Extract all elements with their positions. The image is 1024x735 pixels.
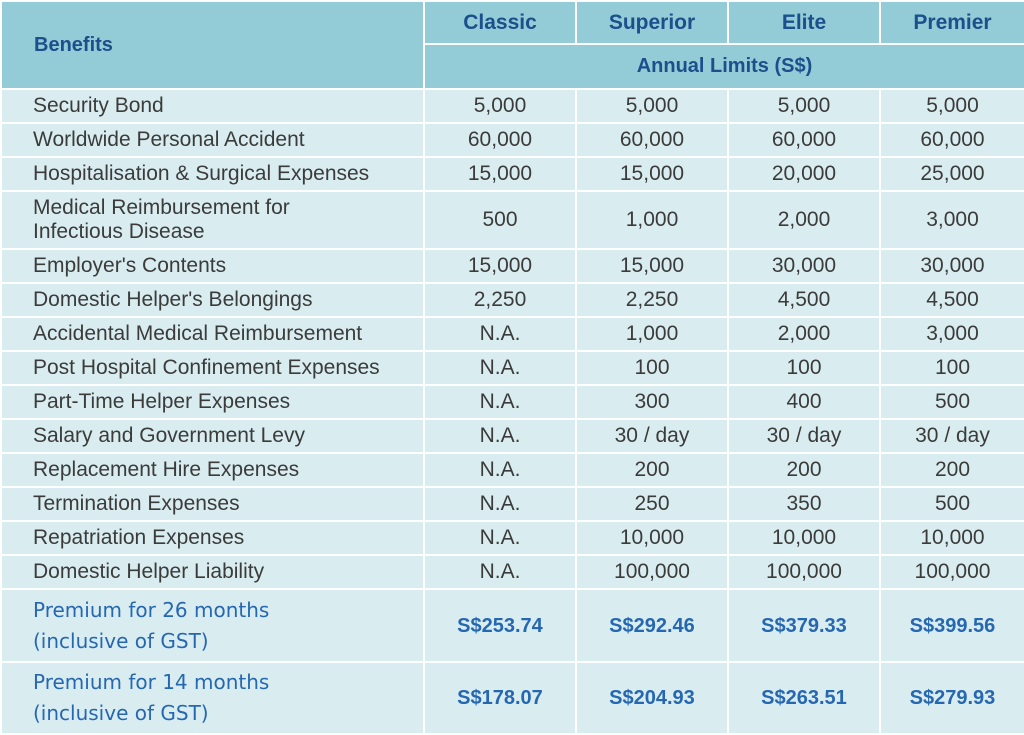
value-cell: 200 xyxy=(728,453,880,487)
value-cell: 30,000 xyxy=(880,249,1024,283)
value-cell: 5,000 xyxy=(880,89,1024,123)
value-cell: 200 xyxy=(576,453,728,487)
table-row xyxy=(1,521,1024,555)
premium-label-line2: (inclusive of GST) xyxy=(33,701,209,725)
benefit-label: Repatriation Expenses xyxy=(1,521,424,555)
value-cell: N.A. xyxy=(424,453,576,487)
premium-cell: S$399.56 xyxy=(880,589,1024,662)
value-cell: 400 xyxy=(728,385,880,419)
value-cell: N.A. xyxy=(424,521,576,555)
value-cell: N.A. xyxy=(424,487,576,521)
benefit-label: Domestic Helper's Belongings xyxy=(1,283,424,317)
value-cell: 60,000 xyxy=(880,123,1024,157)
value-cell: 30 / day xyxy=(880,419,1024,453)
value-cell: 250 xyxy=(576,487,728,521)
plan-header-superior: Superior xyxy=(576,1,728,44)
premium-cell: S$379.33 xyxy=(728,589,880,662)
benefit-label: Accidental Medical Reimbursement xyxy=(1,317,424,351)
table-row xyxy=(1,283,1024,317)
value-cell: 20,000 xyxy=(728,157,880,191)
premium-cell: S$279.93 xyxy=(880,662,1024,734)
benefit-label xyxy=(1,191,424,249)
table-row xyxy=(1,191,1024,249)
value-cell: 30 / day xyxy=(576,419,728,453)
plan-header-elite: Elite xyxy=(728,1,880,44)
table-row xyxy=(1,317,1024,351)
table-row xyxy=(1,157,1024,191)
premium-cell: S$204.93 xyxy=(576,662,728,734)
table-row xyxy=(1,123,1024,157)
premium-cell: S$263.51 xyxy=(728,662,880,734)
value-cell: 2,000 xyxy=(728,317,880,351)
value-cell: 3,000 xyxy=(880,191,1024,249)
table-row xyxy=(1,453,1024,487)
value-cell: 100 xyxy=(728,351,880,385)
value-cell: 100 xyxy=(576,351,728,385)
plan-header-premier: Premier xyxy=(880,1,1024,44)
value-cell: 30 / day xyxy=(728,419,880,453)
benefit-label-line2: Infectious Disease xyxy=(33,220,205,243)
value-cell: 4,500 xyxy=(880,283,1024,317)
premium-cell: S$292.46 xyxy=(576,589,728,662)
premium-cell: S$178.07 xyxy=(424,662,576,734)
benefit-label: Hospitalisation & Surgical Expenses xyxy=(1,157,424,191)
value-cell: N.A. xyxy=(424,419,576,453)
value-cell: 3,000 xyxy=(880,317,1024,351)
benefit-label: Salary and Government Levy xyxy=(1,419,424,453)
table-row xyxy=(1,419,1024,453)
value-cell: 100,000 xyxy=(576,555,728,589)
value-cell: 15,000 xyxy=(424,157,576,191)
table-row xyxy=(1,385,1024,419)
value-cell: 500 xyxy=(424,191,576,249)
premium-cell: S$253.74 xyxy=(424,589,576,662)
table-row xyxy=(1,555,1024,589)
annual-limits-header: Annual Limits (S$) xyxy=(424,44,1024,89)
value-cell: N.A. xyxy=(424,317,576,351)
value-cell: 100 xyxy=(880,351,1024,385)
premium-row-26-months xyxy=(1,589,1024,662)
value-cell: 60,000 xyxy=(576,123,728,157)
value-cell: N.A. xyxy=(424,385,576,419)
value-cell: 10,000 xyxy=(576,521,728,555)
benefit-label: Employer's Contents xyxy=(1,249,424,283)
benefit-label: Worldwide Personal Accident xyxy=(1,123,424,157)
premium-row-14-months xyxy=(1,662,1024,734)
value-cell: 60,000 xyxy=(728,123,880,157)
value-cell: 2,250 xyxy=(424,283,576,317)
value-cell: 10,000 xyxy=(880,521,1024,555)
value-cell: 5,000 xyxy=(728,89,880,123)
value-cell: 1,000 xyxy=(576,317,728,351)
premium-label xyxy=(1,589,424,662)
benefit-label: Replacement Hire Expenses xyxy=(1,453,424,487)
benefit-label: Domestic Helper Liability xyxy=(1,555,424,589)
value-cell: 15,000 xyxy=(424,249,576,283)
value-cell: 5,000 xyxy=(576,89,728,123)
value-cell: 200 xyxy=(880,453,1024,487)
table-row xyxy=(1,351,1024,385)
value-cell: 1,000 xyxy=(576,191,728,249)
value-cell: 4,500 xyxy=(728,283,880,317)
premium-label xyxy=(1,662,424,734)
value-cell: 15,000 xyxy=(576,157,728,191)
premium-label-line1: Premium for 26 months xyxy=(33,597,270,622)
value-cell: 500 xyxy=(880,487,1024,521)
value-cell: 10,000 xyxy=(728,521,880,555)
table-row xyxy=(1,249,1024,283)
value-cell: 350 xyxy=(728,487,880,521)
value-cell: 25,000 xyxy=(880,157,1024,191)
benefits-header: Benefits xyxy=(1,1,424,89)
benefit-label-line1: Medical Reimbursement for xyxy=(33,196,290,219)
benefit-label: Security Bond xyxy=(1,89,424,123)
table-row xyxy=(1,89,1024,123)
value-cell: 2,000 xyxy=(728,191,880,249)
value-cell: 100,000 xyxy=(880,555,1024,589)
value-cell: 100,000 xyxy=(728,555,880,589)
value-cell: 2,250 xyxy=(576,283,728,317)
premium-label-line2: (inclusive of GST) xyxy=(33,628,209,653)
value-cell: 500 xyxy=(880,385,1024,419)
value-cell: 5,000 xyxy=(424,89,576,123)
benefit-label: Part-Time Helper Expenses xyxy=(1,385,424,419)
benefit-label: Post Hospital Confinement Expenses xyxy=(1,351,424,385)
plan-header-classic: Classic xyxy=(424,1,576,44)
value-cell: 30,000 xyxy=(728,249,880,283)
value-cell: 300 xyxy=(576,385,728,419)
value-cell: 15,000 xyxy=(576,249,728,283)
premium-label-line1: Premium for 14 months xyxy=(33,670,270,694)
value-cell: N.A. xyxy=(424,351,576,385)
value-cell: N.A. xyxy=(424,555,576,589)
table-row xyxy=(1,487,1024,521)
benefit-label: Termination Expenses xyxy=(1,487,424,521)
value-cell: 60,000 xyxy=(424,123,576,157)
